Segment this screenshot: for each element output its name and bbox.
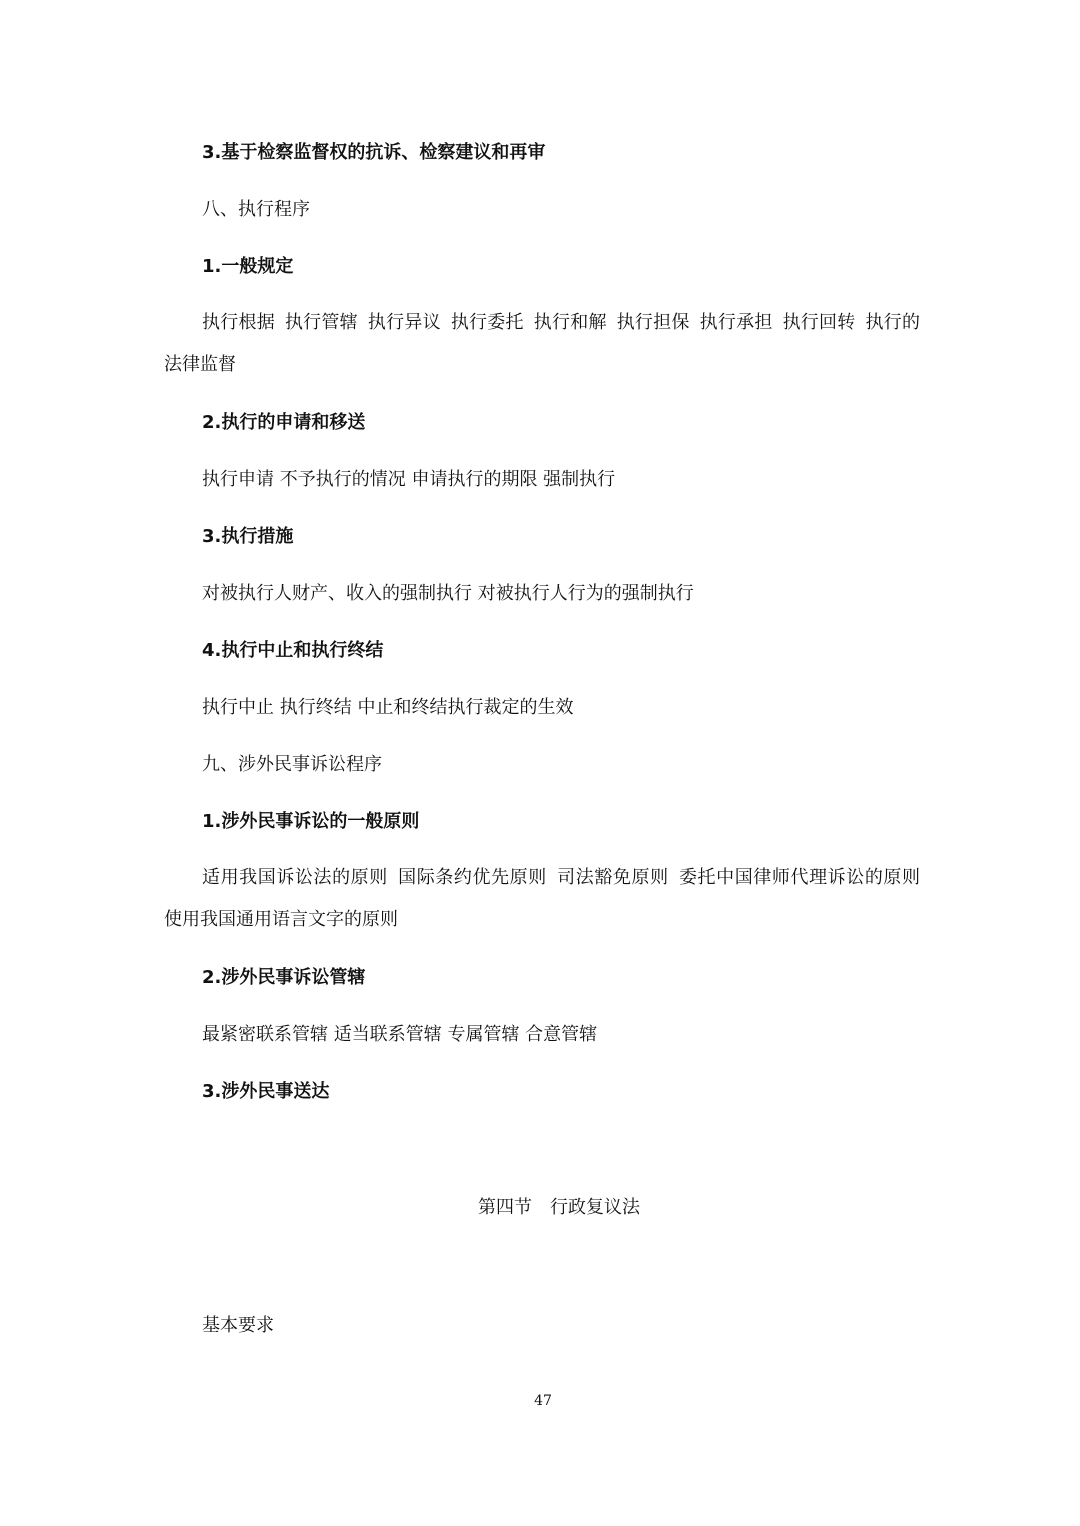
subheading-execution-measures: 3.执行措施 <box>202 526 294 547</box>
paragraph-suspension-termination: 执行中止 执行终结 中止和终结执行裁定的生效 <box>202 697 574 718</box>
paragraph-execution-measures: 对被执行人财产、收入的强制执行 对被执行人行为的强制执行 <box>202 583 694 604</box>
subheading-general-provisions: 1.一般规定 <box>202 256 294 277</box>
paragraph-general-provisions: 执行根据 执行管辖 执行异议 执行委托 执行和解 执行担保 执行承担 执行回转 执行的法律监督 <box>164 312 920 375</box>
subheading-supervision-retrial: 3.基于检察监督权的抗诉、检察建议和再审 <box>202 142 546 163</box>
basic-requirements-heading: 基本要求 <box>202 1315 274 1336</box>
heading-foreign-civil-procedure: 九、涉外民事诉讼程序 <box>202 754 382 775</box>
paragraph-application-transfer: 执行申请 不予执行的情况 申请执行的期限 强制执行 <box>202 469 616 490</box>
subheading-application-transfer: 2.执行的申请和移送 <box>202 412 366 433</box>
heading-execution-procedure: 八、执行程序 <box>202 199 310 220</box>
subheading-suspension-termination: 4.执行中止和执行终结 <box>202 640 384 661</box>
section-title: 第四节 行政复议法 <box>478 1197 640 1218</box>
page-number: 47 <box>534 1393 552 1409</box>
subheading-foreign-service: 3.涉外民事送达 <box>202 1081 330 1102</box>
subheading-foreign-jurisdiction: 2.涉外民事诉讼管辖 <box>202 967 366 988</box>
subheading-general-principles: 1.涉外民事诉讼的一般原则 <box>202 811 420 832</box>
paragraph-general-principles: 适用我国诉讼法的原则 国际条约优先原则 司法豁免原则 委托中国律师代理诉讼的原则 使用我国通用语言文字的原则 <box>164 867 920 930</box>
paragraph-foreign-jurisdiction: 最紧密联系管辖 适当联系管辖 专属管辖 合意管辖 <box>202 1024 598 1045</box>
